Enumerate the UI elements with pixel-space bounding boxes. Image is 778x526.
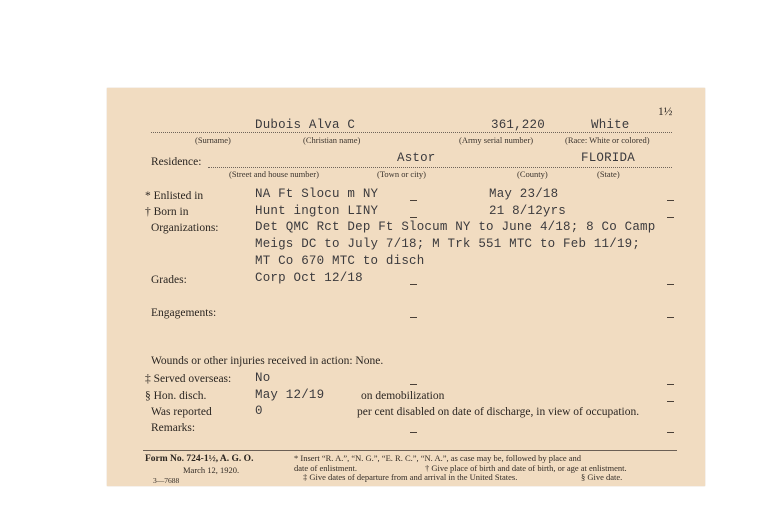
town-caption: (Town or city) [377, 169, 426, 179]
dash [667, 384, 674, 385]
residence-state: FLORIDA [581, 151, 635, 165]
grades-value: Corp Oct 12/18 [255, 271, 363, 285]
dash [410, 200, 417, 201]
record-card [107, 88, 705, 486]
hon-disch-label: § Hon. disch. [145, 390, 207, 402]
surname-caption: (Surname) [195, 135, 231, 145]
dash [667, 200, 674, 201]
enlisted-date: May 23/18 [489, 187, 559, 201]
dash [410, 432, 417, 433]
dash [667, 217, 674, 218]
footnote-3: † Give place of birth and date of birth, or age at enlistment. [425, 463, 627, 473]
grades-label: Grades: [151, 274, 187, 286]
enlisted-value: NA Ft Slocu m NY [255, 187, 379, 201]
served-overseas-value: No [255, 371, 271, 385]
remarks-label: Remarks: [151, 422, 196, 434]
state-caption: (State) [597, 169, 620, 179]
footnote-5: § Give date. [581, 472, 623, 482]
dash [667, 284, 674, 285]
race-caption: (Race: White or colored) [565, 135, 650, 145]
footnote-4: ‡ Give dates of departure from and arrival in the United States. [303, 472, 518, 482]
organizations-line-2: Meigs DC to July 7/18; M Trk 551 MTC to Feb 11/19; [255, 237, 641, 251]
served-overseas-label: ‡ Served overseas: [145, 373, 232, 385]
page-number: 1½ [658, 106, 673, 118]
serial-number-value: 361,220 [491, 118, 545, 132]
reported-suffix: per cent disabled on date of discharge, in view of occupation. [357, 406, 640, 418]
hon-disch-suffix: on demobilization [361, 390, 445, 402]
organizations-label: Organizations: [151, 222, 219, 234]
dash [667, 401, 674, 402]
footer-rule [143, 450, 677, 451]
wounds-label: Wounds or other injuries received in action: None. [151, 355, 384, 367]
surname-name-value: Dubois Alva C [255, 118, 356, 132]
dash [410, 217, 417, 218]
race-value: White [591, 118, 630, 132]
print-code: 3—7688 [153, 476, 180, 485]
dash [410, 317, 417, 318]
christian-name-caption: (Christian name) [303, 135, 361, 145]
form-number: Form No. 724-1½, A. G. O. [145, 454, 254, 464]
footnote-1: * Insert “R. A.”, “N. G.”, “E. R. C.”, “N. A.”, as case may be, followed by place and [294, 453, 582, 463]
hon-disch-value: May 12/19 [255, 388, 325, 402]
serial-caption: (Army serial number) [459, 135, 534, 145]
residence-line [208, 167, 672, 168]
form-date: March 12, 1920. [183, 465, 240, 475]
reported-value: 0 [255, 404, 263, 418]
reported-label: Was reported [151, 406, 212, 418]
header-line [151, 132, 672, 133]
dash [410, 284, 417, 285]
county-caption: (County) [517, 169, 548, 179]
born-age: 21 8/12yrs [489, 204, 567, 218]
dash [667, 432, 674, 433]
organizations-line-1: Det QMC Rct Dep Ft Slocum NY to June 4/18; 8 Co Camp [255, 220, 656, 234]
dash [410, 384, 417, 385]
born-value: Hunt ington LINY [255, 204, 379, 218]
organizations-line-3: MT Co 670 MTC to disch [255, 254, 425, 268]
born-label: † Born in [145, 206, 189, 218]
street-caption: (Street and house number) [229, 169, 319, 179]
dash [667, 317, 674, 318]
residence-label: Residence: [151, 156, 202, 168]
footnote-2: date of enlistment. [294, 463, 358, 473]
residence-town: Astor [397, 151, 436, 165]
engagements-label: Engagements: [151, 307, 217, 319]
enlisted-label: * Enlisted in [145, 190, 204, 202]
